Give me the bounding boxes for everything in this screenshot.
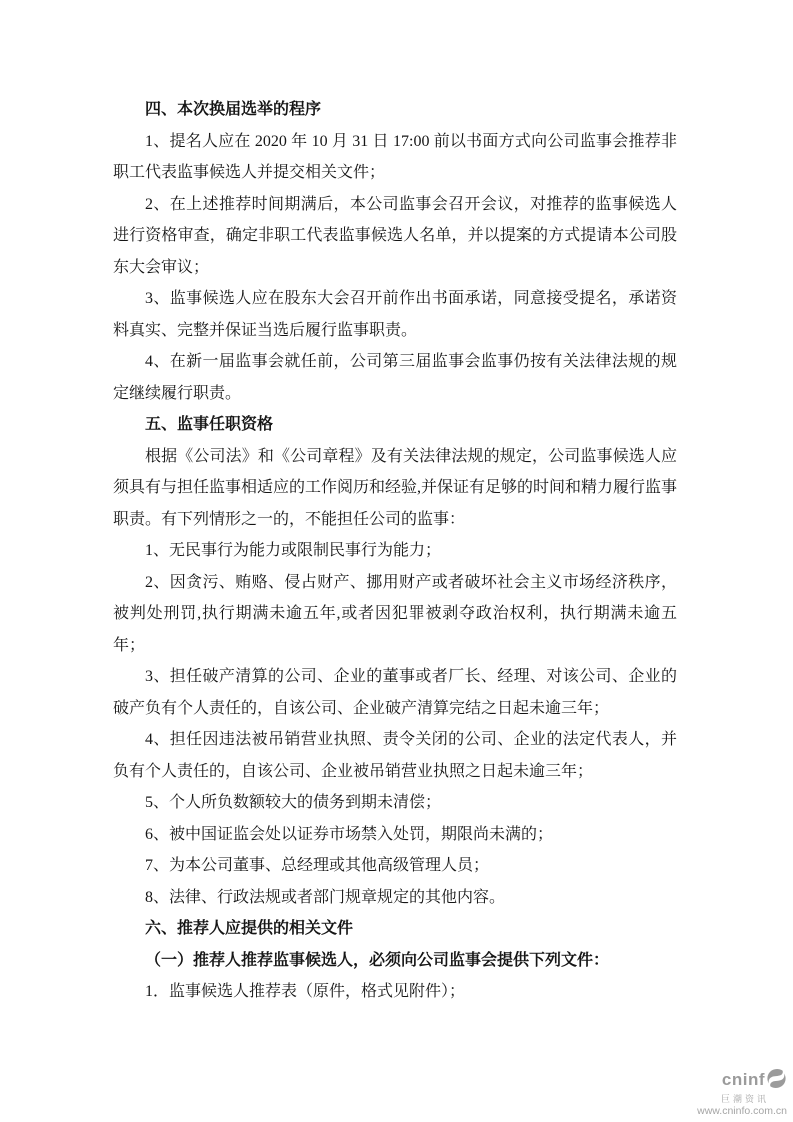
para-nomination-deadline: 1、提名人应在 2020 年 10 月 31 日 17:00 前以书面方式向公司监事会推荐非职工代表监事候选人并提交相关文件； (113, 132, 677, 181)
para-qualification-review: 2、在上述推荐时间期满后，本公司监事会召开会议，对推荐的监事候选人进行资格审查，确定非职工代表监事候选人名单，并以提案的方式提请本公司股东大会审议； (113, 195, 677, 276)
para-disqualification-8: 8、法律、行政法规或者部门规章规定的其他内容。 (145, 888, 506, 906)
para-disqualification-5: 5、个人所负数额较大的债务到期未清偿； (145, 794, 442, 811)
document-body (113, 94, 677, 1008)
cninfo-chinese-name: 巨潮资讯 (720, 1093, 769, 1104)
section-heading-required-documents: 六、推荐人应提供的相关文件 (145, 920, 354, 937)
para-recommendation-form: 1．监事候选人推荐表（原件，格式见附件）； (145, 983, 466, 1000)
cninfo-url: www.cninfo.com.cn (697, 1105, 787, 1118)
para-disqualification-7: 7、为本公司董事、总经理或其他高级管理人员； (145, 857, 490, 874)
cninfo-watermark (697, 1068, 787, 1118)
section-heading-qualifications: 五、监事任职资格 (145, 416, 274, 433)
section-heading-election-procedure: 四、本次换届选举的程序 (145, 101, 322, 118)
para-current-board-duty: 4、在新一届监事会就任前，公司第三届监事会监事仍按有关法律法规的规定继续履行职责。 (113, 353, 677, 402)
para-disqualification-6: 6、被中国证监会处以证券市场禁入处罚，期限尚未满的； (145, 825, 554, 843)
cninfo-brand-text: cninf (721, 1070, 765, 1090)
para-disqualification-1: 1、无民事行为能力或限制民事行为能力； (145, 542, 442, 559)
para-disqualification-3: 3、担任破产清算的公司、企业的董事或者厂长、经理、对该公司、企业的破产负有个人责任的，自该公司、企业破产清算完结之日起未逾三年； (113, 668, 677, 717)
para-disqualification-4: 4、担任因违法被吊销营业执照、责令关闭的公司、企业的法定代表人，并负有个人责任的，自该公司、企业被吊销营业执照之日起未逾三年； (113, 731, 677, 780)
para-qualification-basis: 根据《公司法》和《公司章程》及有关法律法规的规定，公司监事候选人应须具有与担任监事相适应的工作阅历和经验,并保证有足够的时间和精力履行监事职责。有下列情形之一的，不能担任公司的监事： (113, 447, 678, 528)
cninfo-swirl-icon (766, 1068, 787, 1094)
para-written-commitment: 3、监事候选人应在股东大会召开前作出书面承诺，同意接受提名，承诺资料真实、完整并保证当选后履行监事职责。 (113, 290, 677, 339)
subsection-heading-recommender-documents: （一）推荐人推荐监事候选人，必须向公司监事会提供下列文件： (145, 951, 610, 969)
para-disqualification-2: 2、因贪污、贿赂、侵占财产、挪用财产或者破坏社会主义市场经济秩序，被判处刑罚,执行期满未逾五年,或者因犯罪被剥夺政治权利，执行期满未逾五年； (113, 573, 677, 654)
